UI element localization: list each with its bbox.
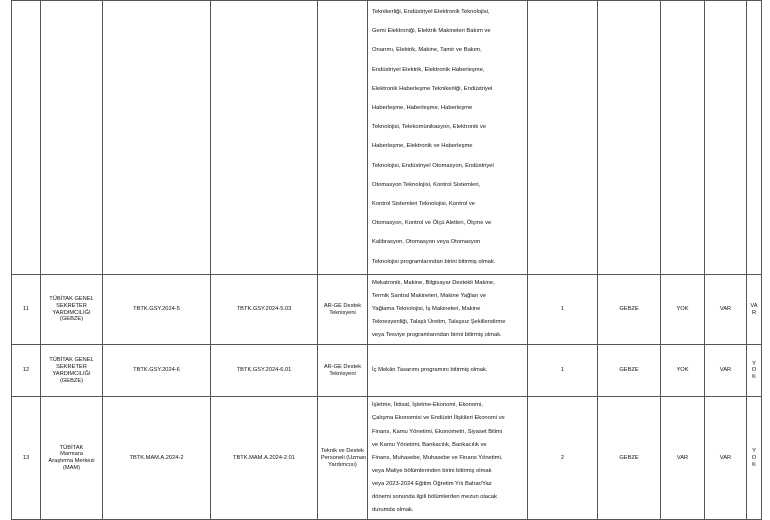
requirements-line: Otomasyon Teknolojisi, Kontrol Sistemleri, <box>372 181 481 188</box>
flag-c <box>747 1 762 275</box>
requirements-line: dönemi sonunda ilgili bölümlerden mezun olacak <box>372 493 498 500</box>
position-code: TBTK.GSY.2024-6.01 <box>211 345 318 397</box>
requirements-line: veya 2023-2024 Eğitim Öğretim Yılı Bahar/Yaz <box>372 480 492 487</box>
flag-c: YOK <box>747 397 762 520</box>
announcement-code: TBTK.GSY.2024-5 <box>103 274 211 344</box>
requirements-line: Onarımı, Elektrik, Makine, Tamir ve Bakım, <box>372 47 482 54</box>
position-title-line: AR-GE Destek <box>323 302 362 309</box>
table-row <box>12 345 762 397</box>
position-title <box>318 274 368 344</box>
position-title-line: Personeli (Uzman <box>321 454 367 461</box>
requirements-line: durumda olmak. <box>372 507 414 514</box>
requirements-line: Çalışma Ekonomisi ve Endüstri İlişkileri Ekonomi ve <box>372 415 505 422</box>
flag-c: YOK <box>747 345 762 397</box>
position-title-line: Yardımcısı) <box>328 461 357 468</box>
row-number: 12 <box>12 345 41 397</box>
unit-name <box>41 1 103 275</box>
position-code <box>211 1 318 275</box>
requirements-line: Teknolojisi, Endüstriyel Otomasyon, Endüstriyel <box>372 162 494 169</box>
position-title <box>318 397 368 520</box>
unit-name <box>41 397 103 520</box>
unit-name-line: YARDIMCILIĞI <box>52 309 91 316</box>
position-title-line: Teknisyeni <box>329 370 356 377</box>
requirements <box>368 397 528 520</box>
row-number <box>12 1 41 275</box>
flag-a: YOK <box>661 345 705 397</box>
position-title <box>318 1 368 275</box>
unit-name-line: YARDIMCILIĞI <box>52 370 91 377</box>
position-title-line: AR-GE Destek <box>323 363 362 370</box>
requirements <box>368 1 528 275</box>
requirements-line: Elektronik Haberleşme Teknikerliği, Endüstriyel <box>372 85 493 92</box>
position-count: 1 <box>528 345 598 397</box>
unit-name-line: SEKRETER <box>56 363 87 370</box>
requirements-line: Kalibrasyon, Otomasyon veya Otomasyon <box>372 239 481 246</box>
requirements-line: İç Mekân Tasarımı programını bitirmiş olmak. <box>372 367 488 374</box>
requirements-line: Teknikerliği, Endüstriyel Elektronik Teknolojisi, <box>372 9 490 15</box>
table-row <box>12 1 762 275</box>
flag-a: YOK <box>661 274 705 344</box>
requirements-line: Haberleşme, Haberleşme, Haberleşme <box>372 105 473 112</box>
unit-name-line: TÜBİTAK <box>59 444 84 451</box>
requirements-line: veya Tesviye programlarından birini bitirmiş olmak. <box>372 332 502 339</box>
unit-name-line: TÜBİTAK GENEL <box>49 357 94 364</box>
flag-a: VAR <box>661 397 705 520</box>
position-count <box>528 1 598 275</box>
unit-name-line: (GEBZE) <box>59 377 84 384</box>
positions-table <box>11 0 762 520</box>
work-location <box>598 1 661 275</box>
flag-b: VAR <box>705 397 747 520</box>
work-location: GEBZE <box>598 397 661 520</box>
row-number: 11 <box>12 274 41 344</box>
flag-b: VAR <box>705 345 747 397</box>
work-location: GEBZE <box>598 345 661 397</box>
position-title-line: Teknisyeni <box>329 309 356 316</box>
unit-name-line: TÜBİTAK GENEL <box>49 295 94 302</box>
position-count: 2 <box>528 397 598 520</box>
flag-b: VAR <box>705 274 747 344</box>
requirements-line: Finans, Kamu Yönetimi, Ekonometri, Siyaset Bilimi <box>372 428 503 435</box>
flag-a <box>661 1 705 275</box>
requirements <box>368 274 528 344</box>
requirements-line: Gemi Elektroniği, Elektrik Makineleri Bakım ve <box>372 28 491 35</box>
flag-c: VAR <box>747 274 762 344</box>
requirements-line: Kontrol Sistemleri Teknolojisi, Kontrol ve <box>372 201 475 208</box>
table-row <box>12 397 762 520</box>
work-location: GEBZE <box>598 274 661 344</box>
requirements-line: Otomasyon, Kontrol ve Ölçü Aletleri, Ölçme ve <box>372 220 492 227</box>
table-row <box>12 274 762 344</box>
requirements-line: Finans, Muhasebe, Muhasebe ve Finans Yönetimi, <box>372 454 503 461</box>
position-code: TBTK.MAM.A.2024-2.01 <box>211 397 318 520</box>
requirements-line: Teknolojisi, Telekomünikasyon, Elektronik ve <box>372 124 486 131</box>
unit-name-line: Araştırma Merkezi <box>48 458 95 465</box>
position-count: 1 <box>528 274 598 344</box>
requirements-line: Teknesyenliği, Talaşlı Üretim, Talaşsız Şekillendirme <box>372 319 506 326</box>
unit-name-line: SEKRETER <box>56 302 87 309</box>
requirements-line: Teknolojisi programlarından birini bitirmiş olmak. <box>372 258 496 265</box>
position-code: TBTK.GSY.2024-5.03 <box>211 274 318 344</box>
requirements-line: veya Maliye bölümlerinden birini bitirmiş olmak <box>372 467 492 474</box>
unit-name-line: (GEBZE) <box>59 316 84 323</box>
announcement-code: TBTK.GSY.2024-6 <box>103 345 211 397</box>
unit-name <box>41 274 103 344</box>
announcement-code <box>103 1 211 275</box>
unit-name-line: (MAM) <box>62 465 81 472</box>
positions-table-body <box>12 1 762 520</box>
requirements-line: Yağlama Teknolojisi, İş Makineleri, Makine <box>372 306 481 313</box>
requirements <box>368 345 528 397</box>
flag-b <box>705 1 747 275</box>
requirements-line: Mekatronik, Makine, Bilgisayar Destekli Makine, <box>372 279 495 286</box>
unit-name <box>41 345 103 397</box>
position-title-line: Teknik ve Destek <box>321 447 364 454</box>
unit-name-line: Marmara <box>60 451 83 458</box>
announcement-code: TBTK.MAM.A.2024-2 <box>103 397 211 520</box>
requirements-line: Endüstriyel Elektrik, Elektronik Haberleşme, <box>372 66 485 73</box>
row-number: 13 <box>12 397 41 520</box>
position-title <box>318 345 368 397</box>
requirements-line: Haberleşme, Elektronik ve Haberleşme <box>372 143 473 150</box>
requirements-line: Termik Santral Makineleri, Makine Yağları ve <box>372 292 487 299</box>
requirements-line: İşletme, İktisat, İşletme-Ekonomi, Ekonomi, <box>372 402 483 409</box>
requirements-line: ve Kamu Yönetimi, Bankacılık, Bankacılık ve <box>372 441 487 448</box>
